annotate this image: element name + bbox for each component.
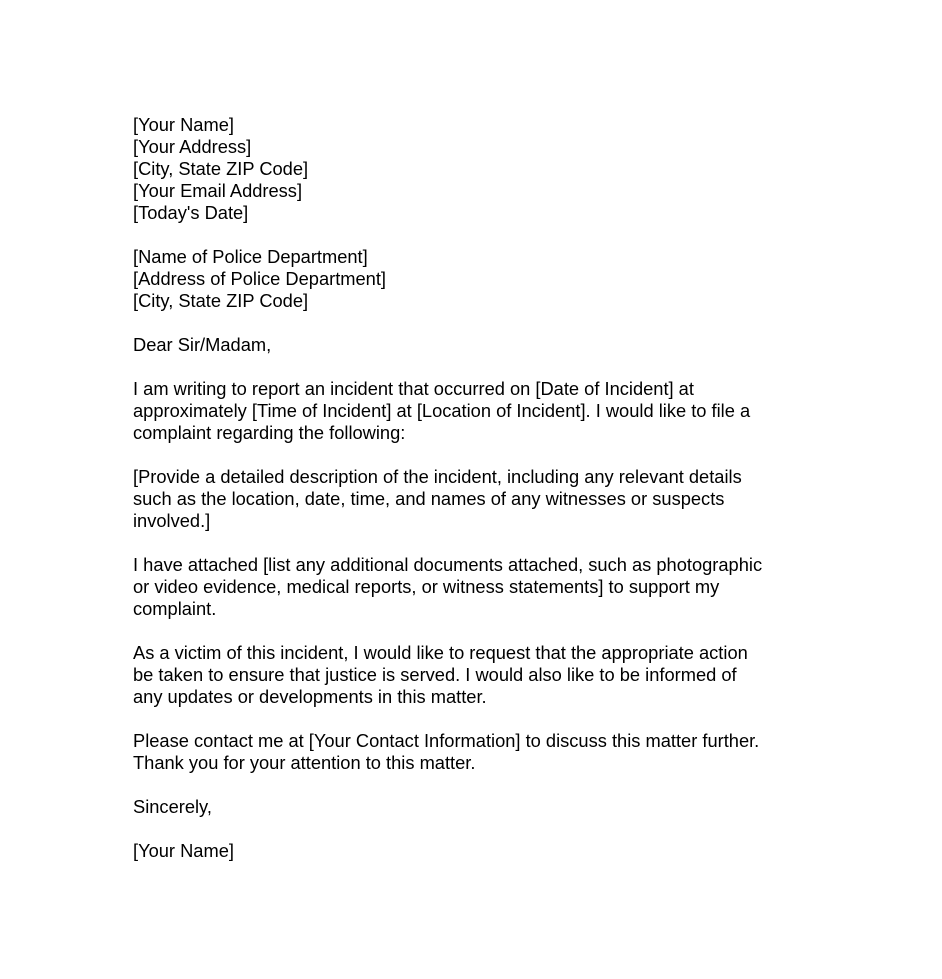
- sender-city-state-zip: [City, State ZIP Code]: [133, 158, 309, 179]
- paragraph-line: be taken to ensure that justice is served. I would also like to be informed of: [133, 664, 737, 685]
- paragraph-line: complaint.: [133, 598, 217, 619]
- paragraph-line: such as the location, date, time, and names of any witnesses or suspects: [133, 488, 725, 509]
- paragraph-incident: [133, 378, 813, 444]
- paragraph-attachments: [133, 554, 813, 620]
- recipient-block: [133, 246, 813, 312]
- paragraph-line: I have attached [list any additional documents attached, such as photographic: [133, 554, 763, 575]
- paragraph-line: As a victim of this incident, I would like to request that the appropriate action: [133, 642, 748, 663]
- salutation: [133, 334, 813, 356]
- paragraph-line: any updates or developments in this matter.: [133, 686, 487, 707]
- paragraph-line: Thank you for your attention to this matter.: [133, 752, 476, 773]
- paragraph-line: I am writing to report an incident that occurred on [Date of Incident] at: [133, 378, 694, 399]
- paragraph-line: approximately [Time of Incident] at [Location of Incident]. I would like to file a: [133, 400, 751, 421]
- letter: [133, 114, 813, 862]
- closing-text: Sincerely,: [133, 796, 212, 817]
- salutation-text: Dear Sir/Madam,: [133, 334, 272, 355]
- sender-name: [Your Name]: [133, 114, 234, 135]
- signature-name: [Your Name]: [133, 840, 234, 861]
- sender-email: [Your Email Address]: [133, 180, 303, 201]
- paragraph-contact: [133, 730, 813, 774]
- paragraph-description: [133, 466, 813, 532]
- closing: [133, 796, 813, 818]
- recipient-address: [Address of Police Department]: [133, 268, 387, 289]
- paragraph-line: involved.]: [133, 510, 211, 531]
- recipient-city-state-zip: [City, State ZIP Code]: [133, 290, 309, 311]
- recipient-department: [Name of Police Department]: [133, 246, 368, 267]
- sender-block: [133, 114, 813, 224]
- paragraph-line: Please contact me at [Your Contact Information] to discuss this matter further.: [133, 730, 760, 751]
- paragraph-line: complaint regarding the following:: [133, 422, 406, 443]
- paragraph-request: [133, 642, 813, 708]
- paragraph-line: [Provide a detailed description of the incident, including any relevant details: [133, 466, 742, 487]
- sender-address: [Your Address]: [133, 136, 252, 157]
- paragraph-line: or video evidence, medical reports, or witness statements] to support my: [133, 576, 720, 597]
- signature: [133, 840, 813, 862]
- letter-date: [Today's Date]: [133, 202, 249, 223]
